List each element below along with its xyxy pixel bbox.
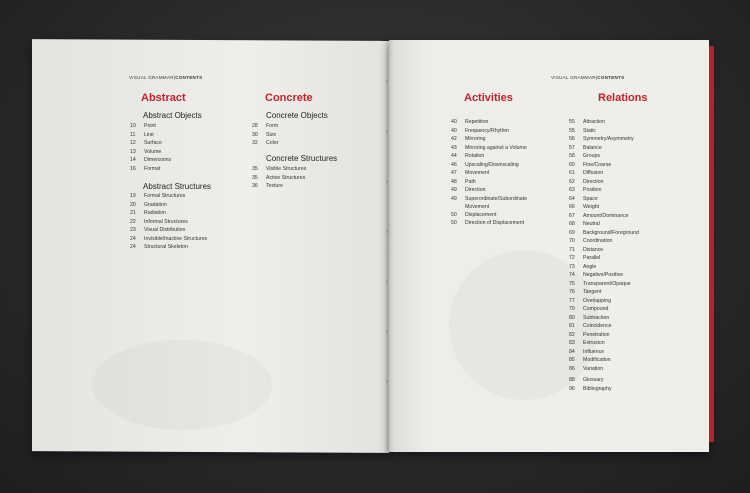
page-number: 70	[569, 238, 575, 244]
toc-list-abstract-structures	[130, 192, 207, 252]
toc-entry	[569, 195, 639, 204]
toc-entry	[569, 118, 639, 127]
page-number: 40	[451, 127, 457, 134]
entry-title: Diffusion	[583, 170, 604, 176]
toc-entry	[252, 122, 278, 131]
toc-entry	[569, 385, 612, 394]
entry-title: Balance	[583, 144, 602, 151]
entry-title: Mirroring against a Volume	[465, 144, 527, 151]
page-number: 80	[569, 314, 575, 321]
toc-entry	[130, 235, 207, 244]
entry-title: Position	[583, 187, 602, 193]
entry-title: Dimensions	[144, 157, 172, 163]
toc-entry	[569, 314, 639, 323]
page-number: 81	[569, 323, 575, 329]
page-number: 50	[451, 211, 457, 218]
page-number: 28	[252, 123, 258, 129]
page-number: 49	[451, 195, 457, 202]
entry-title: Weight	[583, 204, 600, 210]
entry-title: Format	[144, 165, 161, 172]
toc-entry	[569, 376, 612, 385]
entry-title: Informal Structures	[144, 218, 188, 225]
toc-entry	[569, 237, 639, 246]
entry-title: Space	[583, 195, 598, 202]
toc-entry	[130, 192, 207, 201]
page-number: 55	[569, 127, 575, 134]
toc-entry	[130, 148, 171, 157]
entry-title: Formal Structures	[144, 193, 186, 199]
entry-title: Point	[144, 123, 156, 129]
entry-title: Amount/Dominance	[583, 212, 629, 219]
toc-entry	[451, 169, 533, 178]
entry-title: Radiation	[144, 210, 166, 216]
page-number: 75	[569, 280, 575, 287]
toc-entry	[451, 144, 533, 153]
page-number: 77	[569, 297, 575, 304]
page-number: 71	[569, 246, 575, 253]
page-number: 32	[252, 140, 258, 146]
entry-title: Angle	[583, 263, 597, 270]
stitch	[386, 330, 389, 333]
entry-title: Penetration	[583, 331, 610, 338]
toc-entry	[569, 220, 639, 229]
toc-entry	[252, 182, 306, 191]
toc-entry	[451, 127, 533, 136]
entry-title: Symmetry/Asymmetry	[583, 136, 634, 142]
entry-title: Frequency/Rhythm	[465, 127, 509, 134]
entry-title: Repetition	[465, 119, 489, 125]
page-number: 66	[569, 204, 575, 210]
page-number: 60	[569, 161, 575, 168]
toc-entry	[569, 356, 639, 365]
entry-title: Texture	[266, 183, 284, 189]
section-title-concrete: Concrete	[265, 92, 313, 104]
toc-list-concrete-structures	[252, 165, 306, 191]
toc-entry	[451, 219, 533, 228]
entry-title: Groups	[583, 153, 601, 159]
toc-entry	[569, 348, 639, 357]
page-number: 74	[569, 272, 575, 278]
right-page	[389, 40, 709, 452]
toc-list-relations	[569, 118, 639, 373]
toc-entry	[451, 118, 533, 127]
entry-title: Subtraction	[583, 314, 610, 321]
toc-entry	[130, 131, 171, 140]
toc-entry	[252, 165, 306, 174]
entry-title: Background/Foreground	[583, 229, 639, 236]
page-number: 44	[451, 153, 457, 159]
page-number: 46	[451, 161, 457, 168]
toc-entry	[130, 139, 171, 148]
entry-title: Path	[465, 178, 476, 185]
toc-entry	[569, 254, 639, 263]
toc-entry	[569, 135, 639, 144]
subsection-abstract-structures: Abstract Structures	[143, 182, 212, 191]
entry-title: Extrusion	[583, 340, 605, 346]
page-number: 13	[130, 148, 136, 155]
toc-entry	[569, 271, 639, 280]
toc-entry	[569, 152, 639, 161]
entry-title: Influence	[583, 348, 605, 355]
entry-title: Direction of Displacement	[465, 220, 525, 226]
toc-entry	[451, 186, 533, 195]
page-number: 82	[569, 331, 575, 338]
page-number: 96	[569, 385, 575, 392]
page-stain	[92, 339, 272, 430]
page-number: 12	[130, 140, 136, 146]
page-number: 58	[569, 153, 575, 159]
stitch	[386, 280, 389, 283]
header-prefix: VISUAL GRAMMAR|	[129, 75, 176, 80]
entry-title: Active Structures	[266, 174, 306, 181]
page-number: 24	[130, 235, 136, 242]
page-number: 49	[451, 187, 457, 193]
entry-title: Coordination	[583, 238, 613, 244]
entry-title: Upscaling/Downscaling	[465, 161, 519, 168]
toc-entry	[569, 161, 639, 170]
section-title-abstract: Abstract	[141, 92, 186, 104]
page-number: 62	[569, 178, 575, 185]
section-title-activities: Activities	[464, 92, 513, 104]
toc-entry	[569, 288, 639, 297]
page-number: 36	[252, 183, 258, 189]
toc-entry	[451, 178, 533, 187]
toc-entry	[569, 127, 639, 136]
page-number: 16	[130, 165, 136, 172]
page-number: 50	[451, 220, 457, 226]
page-number: 61	[569, 170, 575, 176]
page-number: 55	[569, 119, 575, 125]
running-header-right	[551, 75, 624, 80]
page-number: 83	[569, 340, 575, 346]
entry-title: Volume	[144, 148, 162, 155]
left-page	[32, 39, 389, 453]
toc-entry	[569, 263, 639, 272]
entry-title: Fine/Coarse	[583, 161, 612, 168]
toc-entry	[569, 203, 639, 212]
page-number: 14	[130, 157, 136, 163]
toc-entry	[252, 131, 278, 140]
toc-entry	[569, 322, 639, 331]
page-number: 20	[130, 201, 136, 208]
entry-title: Distance	[583, 246, 604, 253]
toc-entry	[451, 152, 533, 161]
stitch	[386, 80, 389, 83]
page-number: 85	[569, 357, 575, 363]
entry-title: Transparent/Opaque	[583, 280, 631, 287]
toc-entry	[130, 165, 171, 174]
toc-entry	[569, 229, 639, 238]
page-number: 42	[451, 136, 457, 142]
toc-entry	[451, 135, 533, 144]
toc-entry	[130, 226, 207, 235]
entry-title: Form	[266, 123, 279, 129]
entry-title: Direction	[583, 178, 604, 185]
page-number: 35	[252, 174, 258, 181]
stitch	[386, 180, 389, 183]
running-header-left	[129, 75, 202, 80]
toc-entry	[569, 339, 639, 348]
page-number: 30	[252, 131, 258, 138]
red-back-cover-edge	[709, 46, 714, 442]
toc-list-activities	[451, 118, 533, 228]
toc-entry	[252, 139, 278, 148]
entry-title: Coincidence	[583, 323, 612, 329]
page-number: 69	[569, 229, 575, 236]
entry-title: Size	[266, 131, 277, 138]
page-number: 40	[451, 119, 457, 125]
toc-list-concrete-objects	[252, 122, 278, 148]
page-number: 47	[451, 170, 457, 176]
stitch	[386, 230, 389, 233]
page-number: 73	[569, 263, 575, 270]
header-prefix: VISUAL GRAMMAR|	[551, 75, 598, 80]
entry-title: Attraction	[583, 119, 605, 125]
page-number: 35	[252, 166, 258, 172]
toc-entry	[130, 218, 207, 227]
page-number: 56	[569, 136, 575, 142]
toc-entry	[451, 195, 533, 211]
toc-entry	[451, 161, 533, 170]
entry-title: Movement	[465, 170, 490, 176]
entry-title: Color	[266, 140, 279, 146]
section-title-relations: Relations	[598, 92, 648, 104]
entry-title: Surface	[144, 140, 162, 146]
toc-entry	[569, 280, 639, 289]
page-number: 10	[130, 123, 136, 129]
page-number: 57	[569, 144, 575, 151]
open-book	[32, 40, 714, 452]
toc-entry	[130, 243, 207, 252]
toc-entry	[569, 297, 639, 306]
stitch	[386, 380, 389, 383]
entry-title: Invisible/Inactive Structures	[144, 235, 208, 242]
entry-title: Visual Distribution	[144, 227, 186, 233]
entry-title: Glossary	[583, 377, 604, 383]
entry-title: Direction	[465, 187, 486, 193]
page-number: 24	[130, 244, 136, 250]
page-number: 84	[569, 348, 575, 355]
entry-title: Rotation	[465, 153, 485, 159]
page-number: 76	[569, 289, 575, 295]
page-number: 88	[569, 377, 575, 383]
toc-list-abstract-objects	[130, 122, 171, 173]
page-number: 22	[130, 218, 136, 225]
page-number: 21	[130, 210, 136, 216]
toc-entry	[130, 156, 171, 165]
entry-title: Visible Structures	[266, 166, 307, 172]
page-number: 72	[569, 255, 575, 261]
toc-entry	[569, 144, 639, 153]
subsection-concrete-structures: Concrete Structures	[266, 154, 338, 163]
stitch	[386, 130, 389, 133]
entry-title: Static	[583, 127, 596, 134]
toc-entry	[451, 211, 533, 220]
entry-title: Line	[144, 131, 154, 138]
toc-entry	[569, 178, 639, 187]
page-number: 19	[130, 193, 136, 199]
page-number: 23	[130, 227, 136, 233]
entry-title: Parallel	[583, 255, 601, 261]
toc-entry	[569, 169, 639, 178]
entry-title: Tangent	[583, 289, 602, 295]
subsection-abstract-objects: Abstract Objects	[143, 111, 202, 120]
toc-entry	[569, 246, 639, 255]
toc-entry	[569, 212, 639, 221]
page-number: 48	[451, 178, 457, 185]
header-bold: CONTENTS	[175, 75, 203, 80]
toc-entry	[569, 186, 639, 195]
entry-title: Structural Skeleton	[144, 244, 188, 250]
page-number: 86	[569, 365, 575, 372]
toc-entry	[130, 122, 171, 131]
entry-title: Negative/Positive	[583, 272, 624, 278]
book-spine	[384, 40, 394, 452]
toc-entry	[569, 331, 639, 340]
entry-title: Mirroring	[465, 136, 486, 142]
header-bold: CONTENTS	[597, 75, 625, 80]
entry-title: Overlapping	[583, 297, 611, 304]
toc-list-back-matter	[569, 376, 612, 393]
entry-title: Neutral	[583, 221, 600, 227]
toc-entry	[252, 174, 306, 183]
entry-title: Superordinate/Subordinate Movement	[465, 195, 528, 210]
toc-entry	[130, 209, 207, 218]
page-number: 63	[569, 187, 575, 193]
toc-entry	[130, 201, 207, 210]
toc-entry	[569, 305, 639, 314]
page-number: 64	[569, 195, 575, 202]
entry-title: Gradation	[144, 201, 167, 208]
entry-title: Variation	[583, 365, 604, 372]
page-number: 68	[569, 221, 575, 227]
subsection-concrete-objects: Concrete Objects	[266, 111, 328, 120]
entry-title: Bibliography	[583, 385, 612, 392]
page-number: 67	[569, 212, 575, 219]
entry-title: Displacement	[465, 211, 497, 218]
page-number: 11	[130, 131, 136, 138]
entry-title: Compound	[583, 306, 609, 312]
page-number: 79	[569, 306, 575, 312]
entry-title: Modification	[583, 357, 611, 363]
toc-entry	[569, 365, 639, 374]
page-number: 43	[451, 144, 457, 151]
